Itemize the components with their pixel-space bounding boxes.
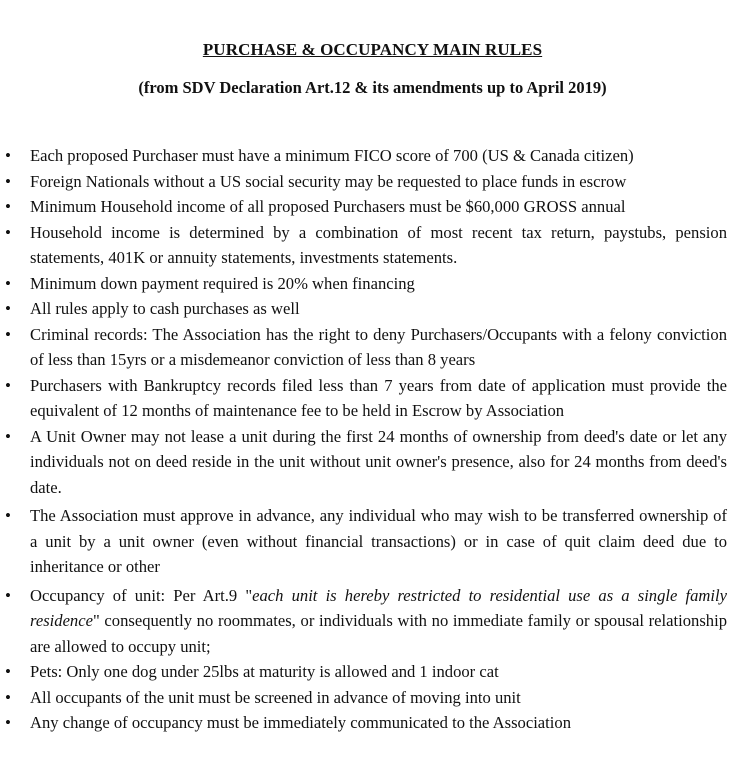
rule-occupancy-change: • Any change of occupancy must be immediately communicated to the Association <box>0 710 745 736</box>
rule-pets: • Pets: Only one dog under 25lbs at maturity is allowed and 1 indoor cat <box>0 659 745 685</box>
rule-minimum-income: • Minimum Household income of all proposed Purchasers must be $60,000 GROSS annual <box>0 194 745 220</box>
occupancy-suffix: " consequently no roommates, or individuals with no immediate family or spousal relationship are allowed to occupy unit; <box>30 611 727 656</box>
rule-bankruptcy: • Purchasers with Bankruptcy records filed less than 7 years from date of application must provide the equivalent of 12 months of maintenance fee to be held in Escrow by Association <box>0 373 745 424</box>
rule-foreign-nationals: • Foreign Nationals without a US social security may be requested to place funds in escrow <box>0 169 745 195</box>
document-subtitle: (from SDV Declaration Art.12 & its amendments up to April 2019) <box>138 78 607 97</box>
rule-household-income: • Household income is determined by a combination of most recent tax return, paystubs, pension statements, 401K or annuity statements, investments statements. <box>0 220 745 271</box>
rule-down-payment: • Minimum down payment required is 20% when financing <box>0 271 745 297</box>
rule-transfer-approval: • The Association must approve in advance, any individual who may wish to be transferred ownership of a unit by a unit owner (even without financial transactions) or in case of quit claim deed due to inheritance or other <box>0 503 745 580</box>
rule-screening: • All occupants of the unit must be screened in advance of moving into unit <box>0 685 745 711</box>
occupancy-quote: each unit is hereby restricted to residential use as a single family residence <box>30 585 727 630</box>
document-title: PURCHASE & OCCUPANCY MAIN RULES <box>202 40 543 59</box>
rule-cash-purchases: • All rules apply to cash purchases as well <box>0 296 745 322</box>
occupancy-prefix: Occupancy of unit: Per Art.9 " <box>30 585 253 605</box>
rule-fico-score: • Each proposed Purchaser must have a minimum FICO score of 700 (US & Canada citizen) <box>0 143 745 169</box>
rules-list <box>0 143 745 736</box>
rule-criminal-records: • Criminal records: The Association has the right to deny Purchasers/Occupants with a felony conviction of less than 15yrs or a misdemeanor conviction of less than 8 years <box>0 322 745 373</box>
rule-leasing: • A Unit Owner may not lease a unit during the first 24 months of ownership from deed's date or let any individuals not on deed reside in the unit without unit owner's presence, also for 24 months from deed's date. <box>0 424 745 501</box>
rule-occupancy <box>0 583 745 660</box>
